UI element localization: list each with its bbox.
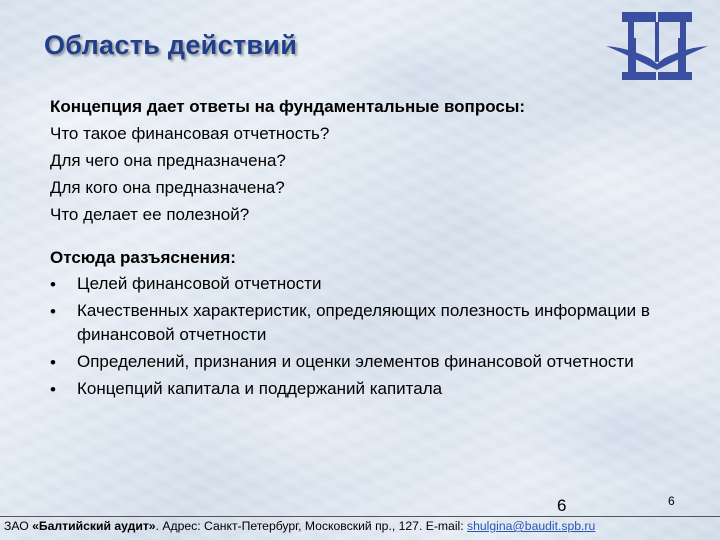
bullet-text: Качественных характеристик, определяющих полезность информации в финансовой отчетности [77, 301, 650, 344]
bullet-text: Концепций капитала и поддержаний капитала [77, 379, 443, 398]
footer-prefix: ЗАО [4, 519, 33, 533]
bullet-text: Целей финансовой отчетности [77, 274, 322, 293]
question-item: Для кого она предназначена? [50, 178, 285, 197]
question-item: Что делает ее полезной? [50, 205, 250, 224]
footer [4, 518, 718, 534]
bullet-symbol: • [50, 275, 56, 294]
page-number: 6 [557, 496, 567, 515]
bullet-text: Определений, признания и оценки элементов финансовой отчетности [77, 352, 634, 371]
footer-company: «Балтийский аудит» [32, 519, 156, 533]
bullet-item [50, 298, 690, 349]
question-item: Что такое финансовая отчетность? [50, 124, 330, 143]
intro-heading: Концепция дает ответы на фундаментальные вопросы: [50, 97, 525, 116]
question-item: Для чего она предназначена? [50, 151, 286, 170]
bullet-item [50, 376, 690, 403]
bullet-symbol: • [50, 353, 56, 372]
footer-divider [0, 516, 720, 517]
footer-address: . Адрес: Санкт-Петербург, Московский пр., 127. E-mail: [155, 519, 468, 533]
bullet-item [50, 349, 690, 376]
bullet-symbol: • [50, 380, 56, 399]
footer-email-link[interactable]: shulgina@baudit.spb.ru [467, 519, 596, 533]
bullet-item [50, 271, 690, 298]
bullet-symbol: • [50, 302, 56, 321]
slide-title: Область действий [44, 30, 298, 60]
explain-heading: Отсюда разъяснения: [50, 248, 236, 267]
slide-body [50, 93, 690, 403]
spacer [50, 228, 690, 244]
company-logo-icon [606, 8, 708, 84]
slide-number: 6 [668, 494, 675, 508]
